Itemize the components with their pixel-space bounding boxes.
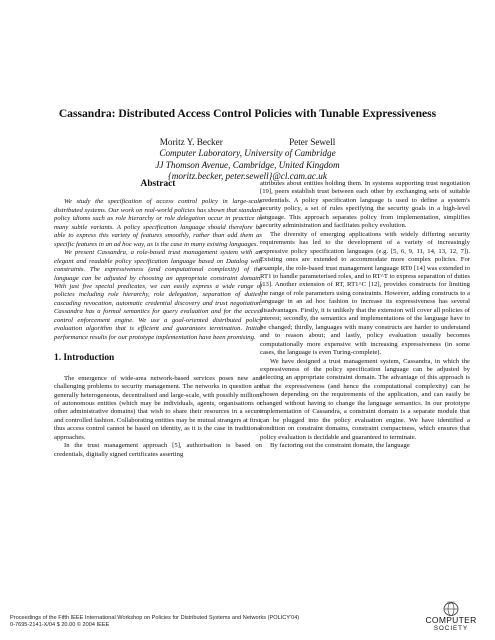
- body-paragraph: The emergence of wide-area network-based services poses new and challenging problems to security management. The networks in question are generally heterogeneous, decentralised and large-scale, with possibly millions of autonomous entities (which may be individuals, agents, organisations or other administrative domains) that wish to share their resources in a secure and controlled fashion. Collaborating entities may be mutual strangers at first, thus access control cannot be based on identity, as it is the case in traditional approaches.: [54, 374, 262, 441]
- right-column: [260, 180, 470, 451]
- introduction-section: [54, 354, 262, 459]
- author-block: [0, 137, 495, 183]
- page-footer: [10, 615, 390, 629]
- affiliation-line: JJ Thomson Avenue, Cambridge, United Kingdom: [155, 159, 340, 170]
- author-name: Moritz Y. Becker: [159, 137, 223, 147]
- author-names: [0, 137, 495, 148]
- logo-line: COMPUTER: [425, 615, 477, 625]
- body-paragraph: The diversity of emerging applications with widely differing security requirements has led to the development of a variety of increasingly expressive policy specification languages (e.g. [5, 6, 9, 11, 14, 13, 12, 7]). Existing ones are extended to accommodate more complex policies. For example, the role-based trust management language RT0 [14] was extended to RT1 to handle parameterised roles, and to RT^T to express separation of duties [13]. Another extension of RT, RT1^C [12], provides constructs for limiting the range of role parameters using constraints. However, adding constructs to a language in an ad hoc fashion to increase its expressiveness has several disadvantages. Firstly, it is unlikely that the extension will cover all policies of interest; secondly, the semantics and implementations of the language have to be changed; thirdly, languages with many constructs are harder to understand and to reason about; and lastly, policy evaluation usually becomes computationally more expensive with increasing expressiveness (in some cases, the language is even Turing-complete).: [260, 230, 470, 357]
- paper-title: Cassandra: Distributed Access Control Policies with Tunable Expressiveness: [58, 107, 437, 120]
- logo-line: SOCIETY: [433, 625, 469, 632]
- proceedings-line: Proceedings of the Fifth IEEE International Workshop on Policies for Distributed Systems and Networks (POLICY'04): [10, 615, 300, 621]
- body-paragraph: In the trust management approach [5], authorisation is based on credentials, digitally signed certificates asserting: [54, 442, 262, 458]
- abstract-paragraph: We study the specification of access control policy in large-scale distributed systems. Our work on real-world policies has shown that standard policy idioms such as role hierarchy or role delegation occur in practice in many subtle variants. A policy specification language should therefore be able to express this variety of features smoothly, rather than add them as specific features in an ad hoc way, as is the case in many existing languages.: [54, 198, 262, 248]
- left-column: [54, 180, 262, 459]
- logo-ieee-text: IEEE: [447, 601, 455, 605]
- abstract-heading: Abstract: [140, 179, 176, 189]
- abstract-section: [54, 180, 262, 342]
- affiliation-line: Computer Laboratory, University of Cambridge: [159, 148, 336, 159]
- isbn-line: 0-7695-2141-X/04 $ 20.00 © 2004 IEEE: [10, 622, 110, 629]
- author-emails: {moritz.becker, peter.sewell}@cl.cam.ac.uk: [168, 171, 327, 182]
- globe-icon: [436, 600, 466, 616]
- body-paragraph: We have designed a trust management system, Cassandra, in which the expressiveness of the policy specification language can be adjusted by selecting an appropriate constraint domain. The advantage of this approach is that the expressiveness (and hence the computational complexity) can be chosen depending on the requirements of the application, and can easily be changed without having to change the language semantics. In our prototype implementation of Cassandra, a constraint domain is a separate module that can be plugged into the policy evaluation engine. We have identified a condition on constraint domains, constraint compactness, which ensures that policy evaluation is decidable and guaranteed to terminate.: [260, 357, 470, 441]
- author-name: Peter Sewell: [289, 137, 336, 147]
- body-paragraph: By factoring out the constraint domain, the language: [270, 442, 410, 450]
- abstract-paragraph: We present Cassandra, a role-based trust management system with an elegant and readable policy specification language based on Datalog with constraints. The expressiveness (and computational complexity) of the language can be adjusted by choosing an appropriate constraint domain. With just five special predicates, we can easily express a wide range of policies including role hierarchy, role delegation, separation of duties, cascading revocation, automatic credential discovery and trust negotiation. Cassandra has a formal semantics for query evaluation and for the access control enforcement engine. We use a goal-oriented distributed policy evaluation algorithm that is efficient and guarantees termination. Initial performance results for our prototype implementation have been promising.: [54, 249, 262, 341]
- body-paragraph: attributes about entities holding them. In systems supporting trust negotiation [19], peers establish trust between each other by exchanging sets of suitable credentials. A policy specification language is used to define a system's security policy, a set of rules specifying the security goals in a high-level language. This approach separates policy from implementation, simplifies security administration and facilitates policy evolution.: [260, 180, 470, 230]
- ieee-computer-society-logo: [420, 600, 482, 638]
- section-heading: 1. Introduction: [54, 353, 115, 364]
